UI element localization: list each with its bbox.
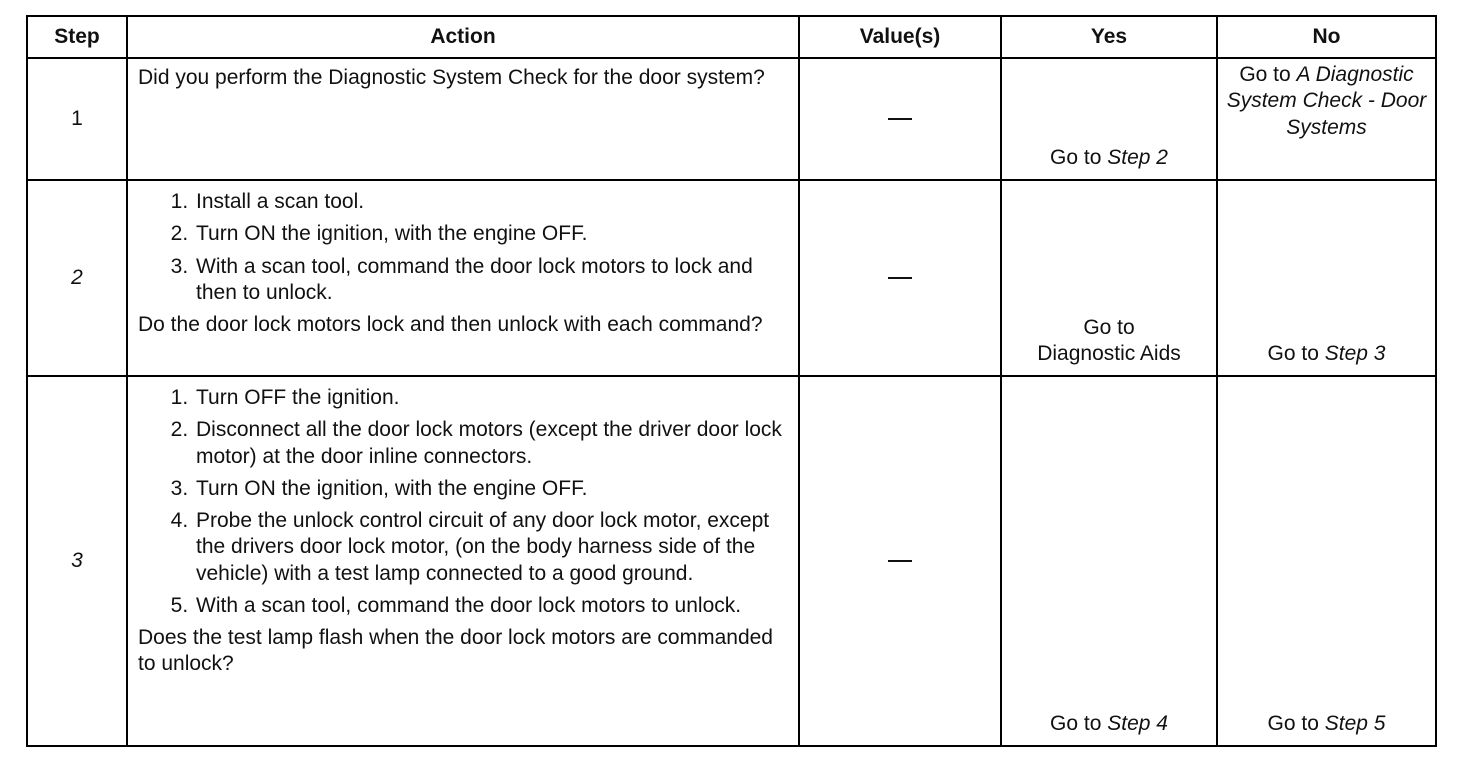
action-step-item: 2. Turn ON the ignition, with the engine OFF. [194, 221, 788, 247]
action-question: Do the door lock motors lock and then unlock with each command? [138, 313, 763, 336]
value-dash [888, 560, 912, 562]
yes-cell [1001, 58, 1217, 180]
table-row-step-2 [27, 180, 1436, 376]
value-cell [799, 180, 1001, 376]
action-step-item: 1. Install a scan tool. [194, 189, 788, 215]
action-step-item: 3. With a scan tool, command the door lock motors to lock and then to unlock. [194, 254, 788, 307]
yes-link-step-4[interactable]: Step 4 [1107, 711, 1168, 735]
action-steps-list [138, 385, 788, 619]
action-question: Did you perform the Diagnostic System Check for the door system? [138, 66, 765, 89]
action-cell [127, 58, 799, 180]
action-cell [127, 376, 799, 746]
action-step-item: 3. Turn ON the ignition, with the engine OFF. [194, 476, 788, 502]
header-no: No [1217, 16, 1436, 58]
yes-cell [1001, 180, 1217, 376]
no-link-diagnostic-system-check[interactable]: A Diagnostic System Check - Door Systems [1226, 63, 1427, 139]
no-link-step-5[interactable]: Step 5 [1324, 711, 1386, 735]
header-yes: Yes [1001, 16, 1217, 58]
value-dash [888, 118, 912, 120]
action-step-item: 1. Turn OFF the ignition. [194, 385, 788, 411]
no-cell [1217, 58, 1436, 180]
value-cell [799, 376, 1001, 746]
no-prefix: Go to [1239, 63, 1297, 86]
header-row [27, 16, 1436, 58]
header-action: Action [127, 16, 799, 58]
no-cell [1217, 180, 1436, 376]
yes-prefix: Go to [1050, 711, 1108, 735]
action-steps-list [138, 189, 788, 306]
yes-prefix: Go to [1050, 145, 1108, 169]
diagnostic-table [26, 15, 1437, 747]
yes-line-1: Go to [1083, 315, 1135, 339]
action-step-item: 2. Disconnect all the door lock motors (except the driver door lock motor) at the door inline connectors. [194, 417, 788, 470]
value-cell [799, 58, 1001, 180]
step-number: 1 [27, 58, 127, 180]
header-step: Step [27, 16, 127, 58]
yes-link-diagnostic-aids[interactable]: Diagnostic Aids [1037, 341, 1181, 365]
no-prefix: Go to [1267, 341, 1325, 365]
yes-link-step-2[interactable]: Step 2 [1107, 145, 1168, 169]
action-question: Does the test lamp flash when the door lock motors are commanded to unlock? [138, 626, 773, 676]
value-dash [888, 277, 912, 279]
action-step-item: 4. Probe the unlock control circuit of any door lock motor, except the drivers door lock motor, (on the body harness side of the vehicle) with a test lamp connected to a good ground. [194, 508, 788, 587]
yes-cell [1001, 376, 1217, 746]
no-prefix: Go to [1267, 711, 1325, 735]
action-step-item: 5. With a scan tool, command the door lock motors to unlock. [194, 593, 788, 619]
no-link-step-3[interactable]: Step 3 [1324, 341, 1386, 365]
table-row-step-3 [27, 376, 1436, 746]
header-values: Value(s) [799, 16, 1001, 58]
no-cell [1217, 376, 1436, 746]
action-cell [127, 180, 799, 376]
step-number: 2 [27, 180, 127, 376]
step-number: 3 [27, 376, 127, 746]
table-row-step-1 [27, 58, 1436, 180]
